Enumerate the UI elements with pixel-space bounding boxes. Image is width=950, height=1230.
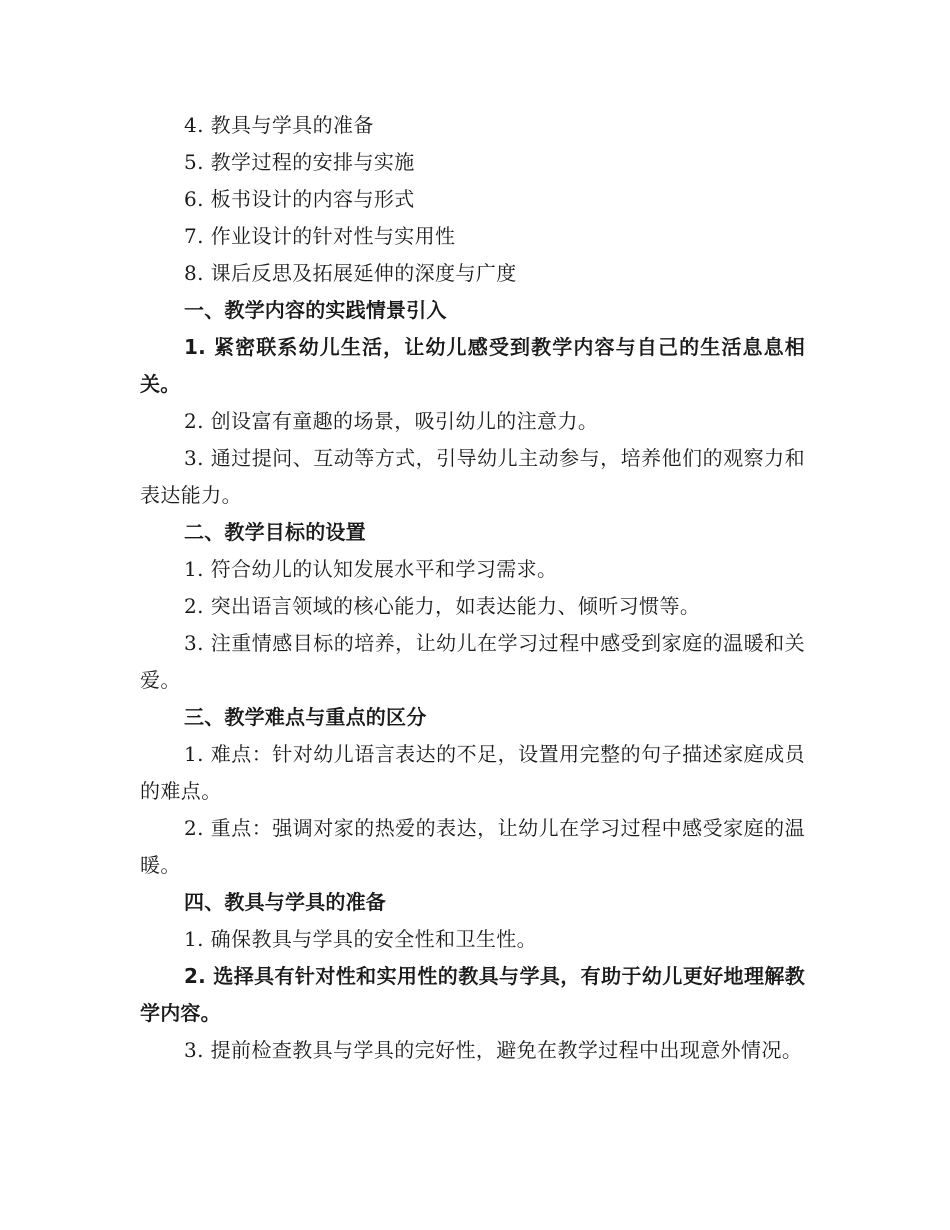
list-item-5: 5. 教学过程的安排与实施 — [184, 150, 415, 174]
list-item-8: 8. 课后反思及拓展延伸的深度与广度 — [184, 261, 517, 285]
section4-item-2: 2. 选择具有针对性和实用性的教具与学具，有助于幼儿更好地理解教学内容。 — [140, 964, 805, 1025]
section2-item-1: 1. 符合幼儿的认知发展水平和学习需求。 — [184, 557, 558, 581]
list-item-7: 7. 作业设计的针对性与实用性 — [184, 224, 456, 248]
section3-item-1: 1. 难点：针对幼儿语言表达的不足，设置用完整的句子描述家庭成员的难点。 — [140, 742, 805, 803]
list-item-6: 6. 板书设计的内容与形式 — [184, 187, 415, 211]
section3-item-2: 2. 重点：强调对家的热爱的表达，让幼儿在学习过程中感受家庭的温暖。 — [140, 816, 805, 877]
section1-item-2: 2. 创设富有童趣的场景，吸引幼儿的注意力。 — [184, 409, 599, 433]
section-heading-3: 三、教学难点与重点的区分 — [184, 705, 427, 729]
section-heading-1: 一、教学内容的实践情景引入 — [184, 298, 447, 322]
section-heading-2: 二、教学目标的设置 — [184, 520, 366, 544]
section2-item-3: 3. 注重情感目标的培养，让幼儿在学习过程中感受到家庭的温暖和关爱。 — [140, 631, 805, 692]
document-body — [140, 107, 805, 1069]
section-heading-4: 四、教具与学具的准备 — [184, 890, 386, 914]
section1-item-3: 3. 通过提问、互动等方式，引导幼儿主动参与，培养他们的观察力和表达能力。 — [140, 446, 805, 507]
section1-item-1: 1. 紧密联系幼儿生活，让幼儿感受到教学内容与自己的生活息息相关。 — [140, 335, 805, 396]
section4-item-1: 1. 确保教具与学具的安全性和卫生性。 — [184, 927, 538, 951]
list-item-4: 4. 教具与学具的准备 — [184, 113, 374, 137]
section2-item-2: 2. 突出语言领域的核心能力，如表达能力、倾听习惯等。 — [184, 594, 701, 618]
section4-item-3: 3. 提前检查教具与学具的完好性，避免在教学过程中出现意外情况。 — [184, 1038, 803, 1062]
